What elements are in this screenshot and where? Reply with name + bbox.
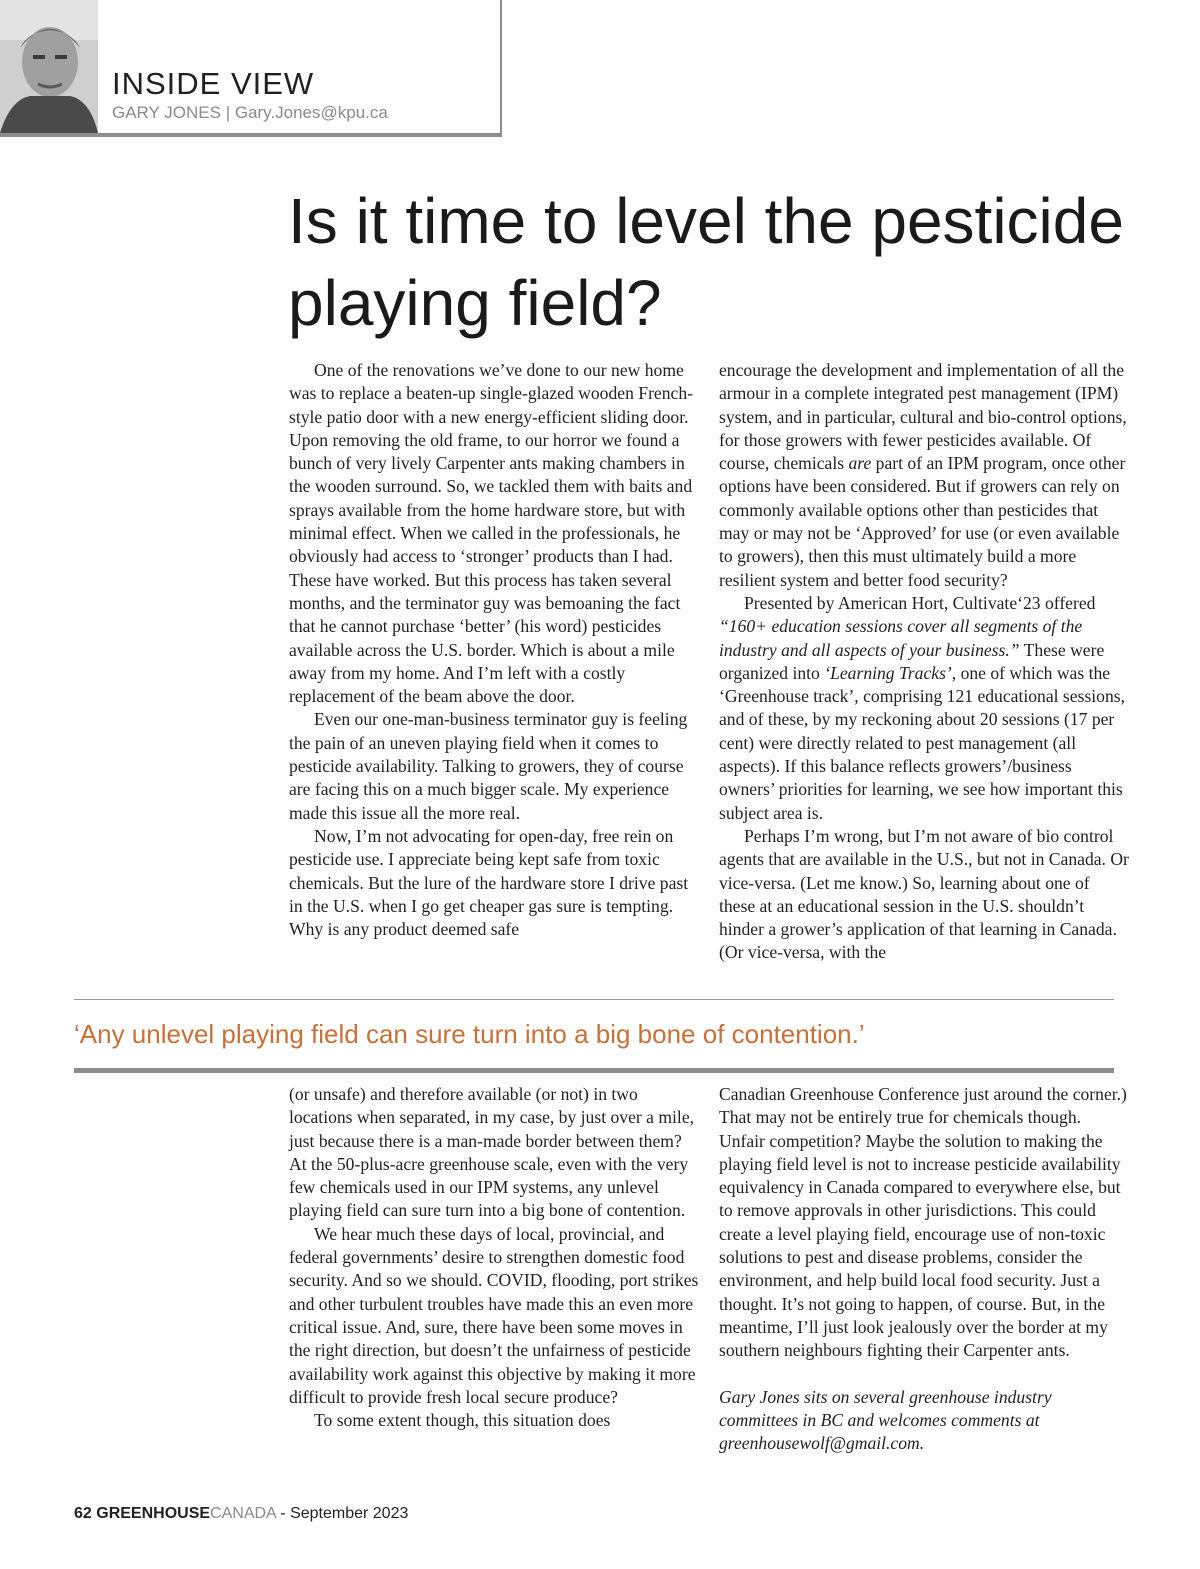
paragraph: We hear much these days of local, provincial, and federal governments’ desire to strengthen domestic food security. And so we should. COVID, flooding, port strikes and other turbulent troubles have made this an even more critical issue. And, sure, there have been some moves in the right direction, but doesn’t the unfairness of pesticide availability work against this objective by making it more difficult to provide fresh local secure produce? [289,1223,699,1407]
paragraph: Presented by American Hort, Cultivate‘23 offered “160+ education sessions cover all segments of the industry and all aspects of your business.” These were organized into ‘Learning Tracks’, one of which was the ‘Greenhouse track’, comprising 121 educational sessions, and of these, by my reckoning about 20 sessions (17 per cent) were directly related to pest management (all aspects). If this balance reflects growers’/business owners’ priorities for learning, we see how important this subject area is. [719,592,1126,823]
page-number: 62 [74,1505,92,1522]
magazine-country: CANADA [210,1505,276,1522]
body-column-2 [719,359,1129,965]
body-column-3 [289,1083,699,1432]
author-bio: Gary Jones sits on several greenhouse industry committees in BC and welcomes comments at greenhousewolf@gmail.com. [719,1386,1052,1454]
body-column-4 [719,1083,1129,1455]
pull-quote: ‘Any unlevel playing field can sure turn into a big bone of contention.’ [74,1019,865,1049]
paragraph: Even our one-man-business terminator guy is feeling the pain of an uneven playing field when it comes to pesticide availability. Talking to growers, they of course are facing this on a much bigger scale. My experience made this issue all the more real. [289,709,688,823]
paragraph: Canadian Greenhouse Conference just around the corner.) That may not be entirely true for chemicals though. Unfair competition? Maybe the solution to making the playing field level is not to increase pesticide availability equivalency in Canada compared to everywhere else, but to remove approvals in other jurisdictions. This could create a level playing field, encourage use of non-toxic solutions to pest and disease problems, consider the environment, and help build local food security. Just a thought. It’s not going to happen, of course. But, in the meantime, I’ll just look jealously over the border at my southern neighbours fighting their Carpenter ants. [719,1084,1127,1361]
author-byline: GARY JONES | Gary.Jones@kpu.ca [112,103,388,122]
author-photo [0,0,98,133]
paragraph: To some extent though, this situation does [314,1410,611,1431]
page-footer [74,1505,408,1523]
divider-top [74,999,1114,1000]
paragraph: (or unsafe) and therefore available (or not) in two locations when separated, in my case, by just over a mile, just because there is a man-made border between them? At the 50-plus-acre greenhouse scale, even with the very few chemicals used in our IPM systems, any unlevel playing field can sure turn into a big bone of contention. [289,1084,695,1221]
paragraph: encourage the development and implementation of all the armour in a complete integrated pest management (IPM) system, and in particular, cultural and bio-control options, for those growers with fewer pesticides available. Of course, chemicals are part of an IPM program, once other options have been considered. But if growers can rely on commonly available options other than pesticides that may or may not be ‘Approved’ for use (or even available to growers), then this must ultimately build a more resilient system and better food security? [719,360,1127,590]
paragraph: Now, I’m not advocating for open-day, free rein on pesticide use. I appreciate being kept safe from toxic chemicals. But the lure of the hardware store I drive past in the U.S. when I go get cheaper gas sure is tempting. Why is any product deemed safe [289,825,689,940]
paragraph: One of the renovations we’ve done to our new home was to replace a beaten-up single-glazed wooden French-style patio door with a new energy-efficient sliding door. Upon removing the old frame, to our horror we found a bunch of very lively Carpenter ants making chambers in the wooden surround. So, we tackled them with baits and sprays available from the home hardware store, but with minimal effect. When we called in the professionals, he obviously had access to ‘stronger’ products than I had. These have worked. But this process has taken several months, and the terminator guy was bemoaning the fact that he cannot purchase ‘better’ (his word) pesticides available across the U.S. border. Which is about a mile away from my home. And I’m left with a costly replacement of the beam above the door. [289,360,693,707]
article-title: Is it time to level the pesticide playing field? [288,185,1124,339]
magazine-name: GREENHOUSE [96,1505,211,1522]
body-column-1 [289,359,699,941]
paragraph: Perhaps I’m wrong, but I’m not aware of bio control agents that are available in the U.S., but not in Canada. Or vice-versa. (Let me know.) So, learning about one of these at an educational session in the U.S. shouldn’t hinder a grower’s application of that learning in Canada. (Or vice-versa, with the [719,825,1129,963]
divider-bottom [74,1068,1114,1073]
column-header [0,0,502,137]
section-title: INSIDE VIEW [112,66,315,101]
issue-date: - September 2023 [280,1505,409,1522]
